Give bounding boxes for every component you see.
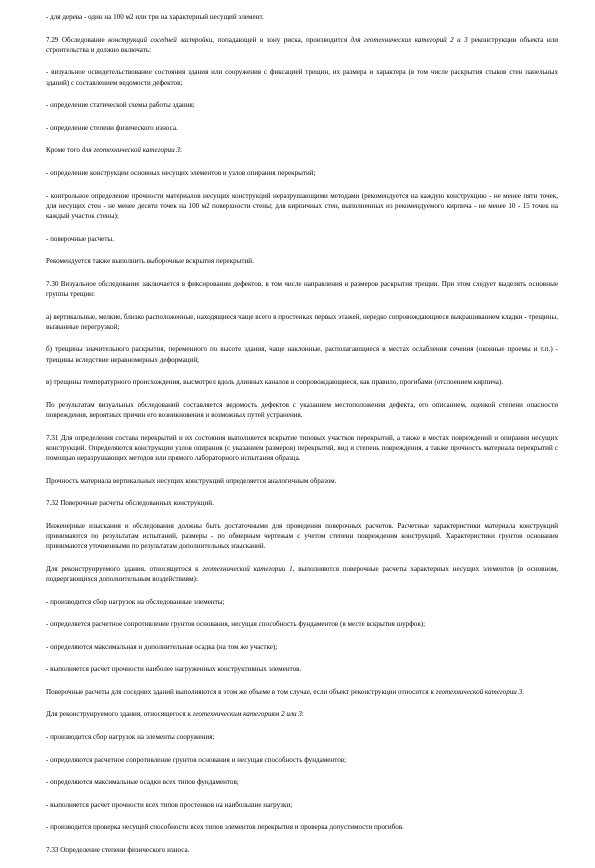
list-item (46, 168, 558, 178)
paragraph (46, 564, 558, 584)
text-run: Рекомендуется также выполнить выборочные вскрытия перекрытий. (46, 257, 254, 266)
list-item (46, 312, 558, 332)
text-run: - выполняется расчет прочности наиболее нагруженных конструктивных элементов. (46, 665, 302, 674)
text-run: в) трещины температурного происхождения, высмотрел вдоль длинных каналов и сопровождающиеся, как правило, прогибами (отслоением кирпича). (46, 378, 504, 387)
text-run: - выполняется расчет прочности всех типов простенков на наибольшие нагрузки; (46, 800, 293, 809)
list-item (46, 234, 558, 244)
paragraph-7-30-heading (46, 279, 558, 299)
text-run: , попадающей в зону риска, производится (212, 35, 351, 44)
paragraph (46, 521, 558, 552)
text-run: реконструкции объекта или строительства и должно включать: (46, 35, 558, 54)
text-run: - поверочные расчеты. (46, 234, 114, 243)
text-run: - определение статической схемы работы здания; (46, 101, 195, 110)
text-run: - производится проверка несущей способности всех типов элементов перекрытия и проверка допустимости прогибов. (46, 823, 404, 832)
paragraph (46, 256, 558, 266)
list-item (46, 755, 558, 765)
list-item (46, 100, 558, 110)
text-run: : (179, 146, 182, 155)
italic-text: для геотехнической категории 3 (81, 146, 180, 155)
text-run: , выполняются поверочные расчеты характерных несущих элементов (в основном, подвергающихся дополнительным воздействиям): (46, 564, 559, 583)
text-run: - производится сбор нагрузок на элементы сооружения; (46, 733, 215, 742)
text-run: - контрольное определение прочности материалов несущих конструкций неразрушающими методами (рекомендуется на каждую конструкцию - не менее пяти точек, для несущих стен - не менее десяти точек на 100 м2 поверхности стены; для кирпичных стен, выполненных из рекомендуемого кирпича - не менее 10 - 15 точек на каждый участок стены); (46, 191, 558, 220)
text-run: 7.31 Для определения состава перекрытий и их состояния выполняется вскрытие типовых участков перекрытий, а также в местах повреждений и опирания несущих конструкций. Определяются конструкции узлов опирания (с указанием размеров) перекрытий, вид и степень повреждения, а также прочность материала перекрытий с помощью неразрушающих методов или прямого лабораторного испытания образца. (46, 433, 558, 462)
paragraph-7-29-heading (46, 35, 558, 55)
text-run: . (522, 687, 524, 696)
paragraph (46, 709, 558, 719)
italic-text: геотехнической категории 1 (202, 564, 293, 573)
list-item (46, 191, 558, 222)
text-run: 7.33 Определение степени физического износа. (46, 846, 190, 855)
text-run: а) вертикальные, мелкие, близко расположенные, находящиеся чаще всего в простенках первых этажей, нередко сопровождающиеся выкрашиванием кладки - трещины, вызванные перегрузкой; (46, 312, 558, 331)
text-run: 7.29 Обследование (46, 35, 109, 44)
paragraph (46, 12, 558, 22)
list-item (46, 67, 558, 87)
text-run: - определяется расчетное сопротивление грунтов основания, несущая способность фундаментов (в месте вскрытия шурфов); (46, 620, 426, 629)
text-run: - определение конструкции основных несущих элементов и узлов опирания перекрытий; (46, 168, 316, 177)
italic-text: конструкций соседней застройки (108, 35, 213, 44)
paragraph (46, 687, 558, 697)
list-item (46, 619, 558, 629)
paragraph (46, 145, 558, 155)
list-item (46, 344, 558, 364)
italic-text: геотехническим категориям 2 или 3 (192, 710, 302, 719)
list-item (46, 123, 558, 133)
text-run: По результатам визуальных обследований составляется ведомость дефектов с указанием местоположения дефекта, его описанием, оценкой степени опасности повреждения, вероятных причин его возникновения и возможных путей устранения. (46, 400, 558, 419)
paragraph (46, 476, 558, 486)
list-item (46, 377, 558, 387)
text-run: - определяются расчетное сопротивление грунтов основания и несущая способность фундаментов; (46, 755, 347, 764)
italic-text: геотехнической категории 3 (435, 687, 523, 696)
text-run: - визуальное освидетельствование состояния здания или сооружения с фиксацией трещин, их размера и характера (в том числе раскрытия стыков стен панельных зданий) с составлением ведомости дефектов; (46, 68, 558, 87)
text-run: б) трещины значительного раскрытия, переменного по высоте здания, чаще наклонные, располагающиеся в местах ослабления сечения (оконные проемы и т.п.) - трещины вследствие неравномерных деформаций; (46, 345, 558, 364)
text-run: - определение степени физического износа. (46, 123, 178, 132)
list-item (46, 664, 558, 674)
text-run: 7.30 Визуальное обследование заключается в фиксировании дефектов, в том числе направления и размеров раскрытия трещин. При этом следует выделять основные группы трещин: (46, 279, 558, 298)
list-item (46, 732, 558, 742)
text-run: Кроме того (46, 146, 82, 155)
text-run: Инженерные изыскания и обследования должны быть достаточными для проведения поверочных расчетов. Расчетные характеристики материала конструкций принимаются по результатам испытаний, размеры - по обмерным чертежам с учетом степени повреждения конструкций. Характеристики грунтов основания принимаются уточненными по результатам дополнительных изысканий. (46, 521, 558, 551)
paragraph (46, 400, 558, 420)
text-run: - для дерева - один на 100 м2 или три на характерный несущий элемент. (46, 13, 264, 21)
paragraph-7-31-heading (46, 433, 558, 464)
list-item (46, 777, 558, 787)
paragraph-7-33-heading (46, 845, 558, 855)
list-item (46, 822, 558, 832)
paragraph-7-32-heading (46, 498, 558, 508)
italic-text: для геотехнических категорий 2 и 3 (350, 35, 468, 44)
text-run: - определяются максимальные осадки всех типов фундаментов; (46, 778, 239, 787)
list-item (46, 800, 558, 810)
text-run: Прочность материала вертикальных несущих конструкций определяется аналогичным образом. (46, 476, 337, 485)
text-run: 7.32 Поверочные расчеты обследованных конструкций. (46, 499, 214, 508)
document-page (46, 12, 558, 868)
list-item (46, 642, 558, 652)
text-run: Для реконструируемого здания, относящегося к (46, 564, 203, 573)
text-run: - определяются максимальная и дополнительная осадка (на том же участке); (46, 642, 278, 651)
text-run: - производится сбор нагрузок на обследованные элементы; (46, 597, 225, 606)
text-run: : (301, 710, 304, 719)
text-run: Для реконструируемого здания, относящегося к (46, 710, 193, 719)
list-item (46, 597, 558, 607)
text-run: Поверочные расчеты для соседних зданий выполняются в этом же объеме в том случае, если объект реконструкции относится к (46, 687, 436, 696)
